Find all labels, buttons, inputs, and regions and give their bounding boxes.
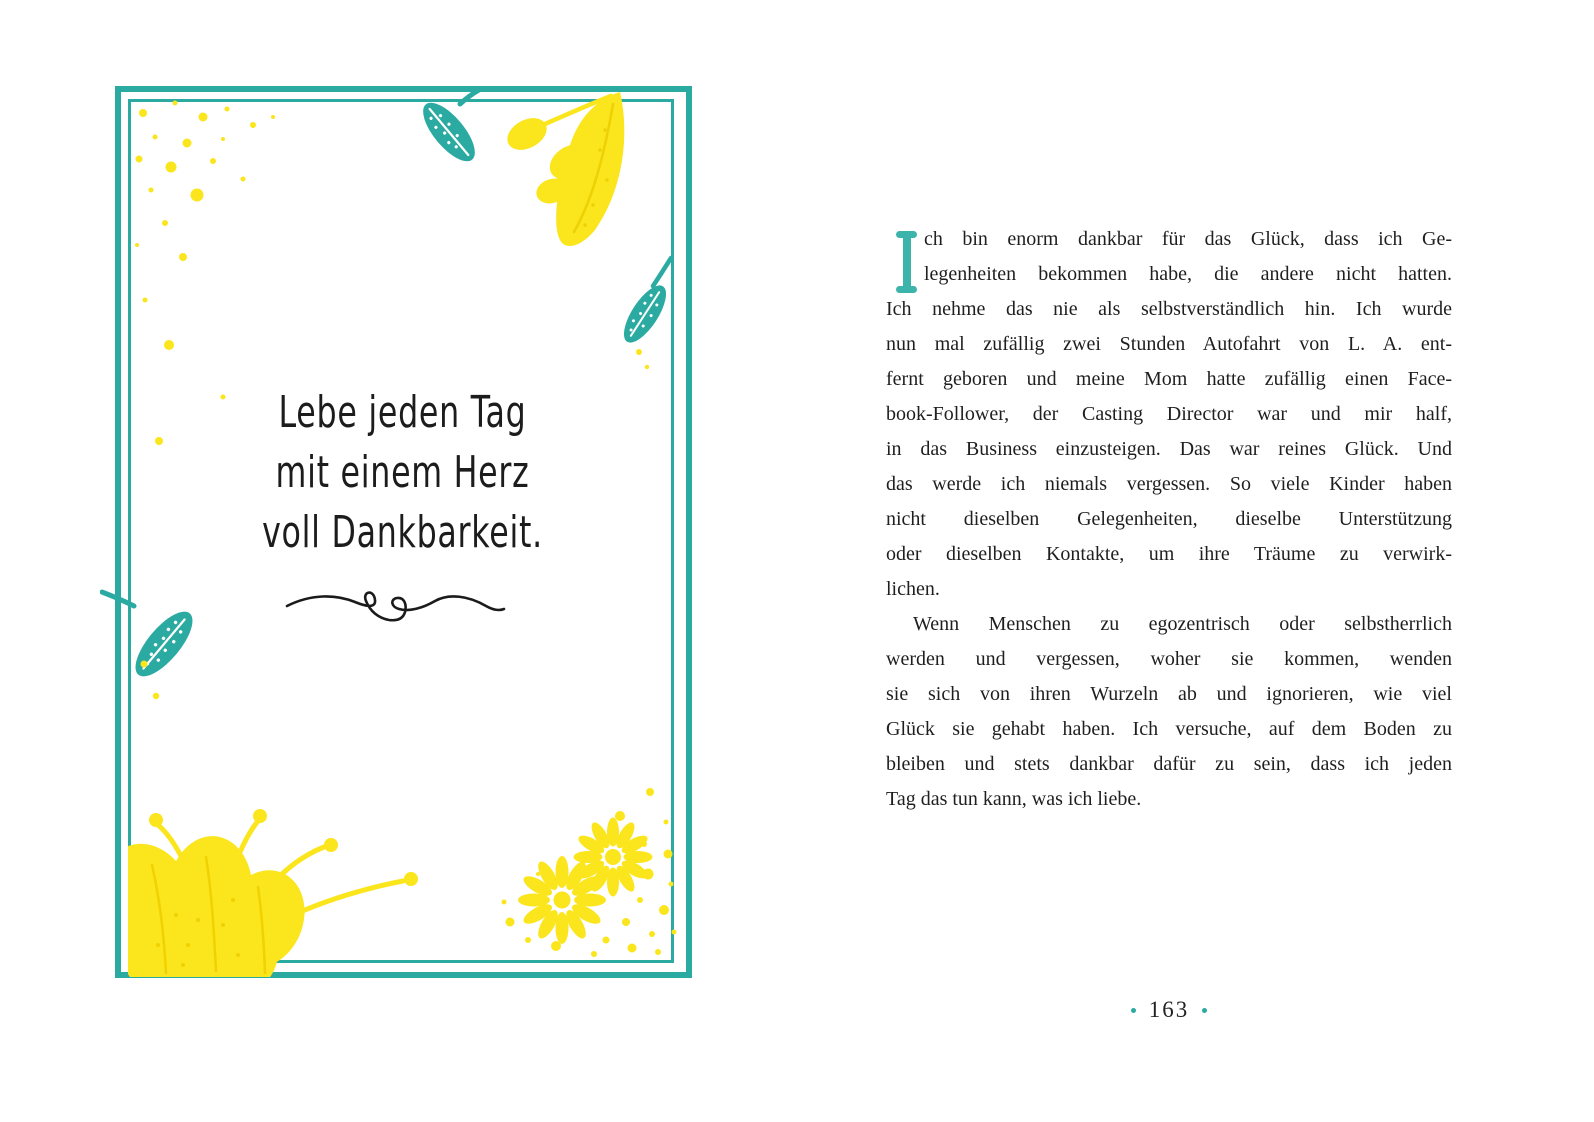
- leaf-stem: [653, 258, 671, 286]
- body-text: [886, 222, 1452, 817]
- text-line: lichen.: [886, 578, 940, 600]
- page-number-dot: [1131, 1008, 1136, 1013]
- teal-leaf-icon: [415, 95, 484, 169]
- text-line: Wenn Menschen zu egozentrisch oder selbstherrlich: [913, 613, 1452, 635]
- text-line: bleiben und stets dankbar dafür zu sein, dass ich jeden: [886, 753, 1452, 775]
- leaves-and-berries-icon: [415, 90, 693, 380]
- yellow-daisies-icon: [498, 782, 678, 960]
- leaf-stem: [460, 90, 479, 104]
- text-line: Lebe jeden Tag: [278, 387, 527, 438]
- text-line: Ich nehme das nie als selbstverständlich hin. Ich wurde: [886, 298, 1452, 320]
- text-line: ch bin enorm dankbar für das Glück, dass ich Ge-: [924, 228, 1452, 250]
- paragraph-lines: [886, 222, 1452, 607]
- teal-leaf-icon: [616, 279, 674, 349]
- text-line: in das Business einzusteigen. Das war reines Glück. Und: [886, 438, 1452, 460]
- text-line: nicht dieselben Gelegenheiten, dieselbe Unterstützung: [886, 508, 1452, 530]
- text-line: legenheiten bekommen habe, die andere nicht hatten.: [924, 263, 1452, 285]
- text-line: mit einem Herz: [275, 447, 530, 498]
- teal-leaf-icon: [100, 582, 230, 712]
- text-line: nun mal zufällig zwei Stunden Autofahrt von L. A. ent-: [886, 333, 1452, 355]
- dropcap-letter: [896, 231, 917, 293]
- page-number-dot: [1202, 1008, 1207, 1013]
- page-number-value: 163: [1148, 997, 1190, 1022]
- paragraph: [886, 222, 1452, 607]
- paragraph: [886, 607, 1452, 817]
- text-line: fernt geboren und meine Mom hatte zufällig einen Face-: [886, 368, 1452, 390]
- text-line: book-Follower, der Casting Director war und mir half,: [886, 403, 1452, 425]
- text-line: voll Dankbarkeit.: [262, 507, 543, 558]
- text-line: das werde ich niemals vergessen. So viele Kinder haben: [886, 473, 1452, 495]
- text-line: werden und vergessen, woher sie kommen, wenden: [886, 648, 1452, 670]
- text-line: sie sich von ihren Wurzeln ab und ignorieren, wie viel: [886, 683, 1452, 705]
- quote-text: [150, 383, 655, 563]
- text-line: Tag das tun kann, was ich liebe.: [886, 788, 1142, 810]
- squiggle-flourish-icon: [283, 584, 508, 626]
- paragraph-lines: [886, 607, 1452, 817]
- dropcap-text: [896, 231, 897, 232]
- page-number: [886, 997, 1452, 1023]
- text-line: oder dieselben Kontakte, um ihre Träume zu verwirk-: [886, 543, 1452, 565]
- yellow-flower-icon: [128, 795, 428, 977]
- text-line: Glück sie gehabt haben. Ich versuche, auf dem Boden zu: [886, 718, 1452, 740]
